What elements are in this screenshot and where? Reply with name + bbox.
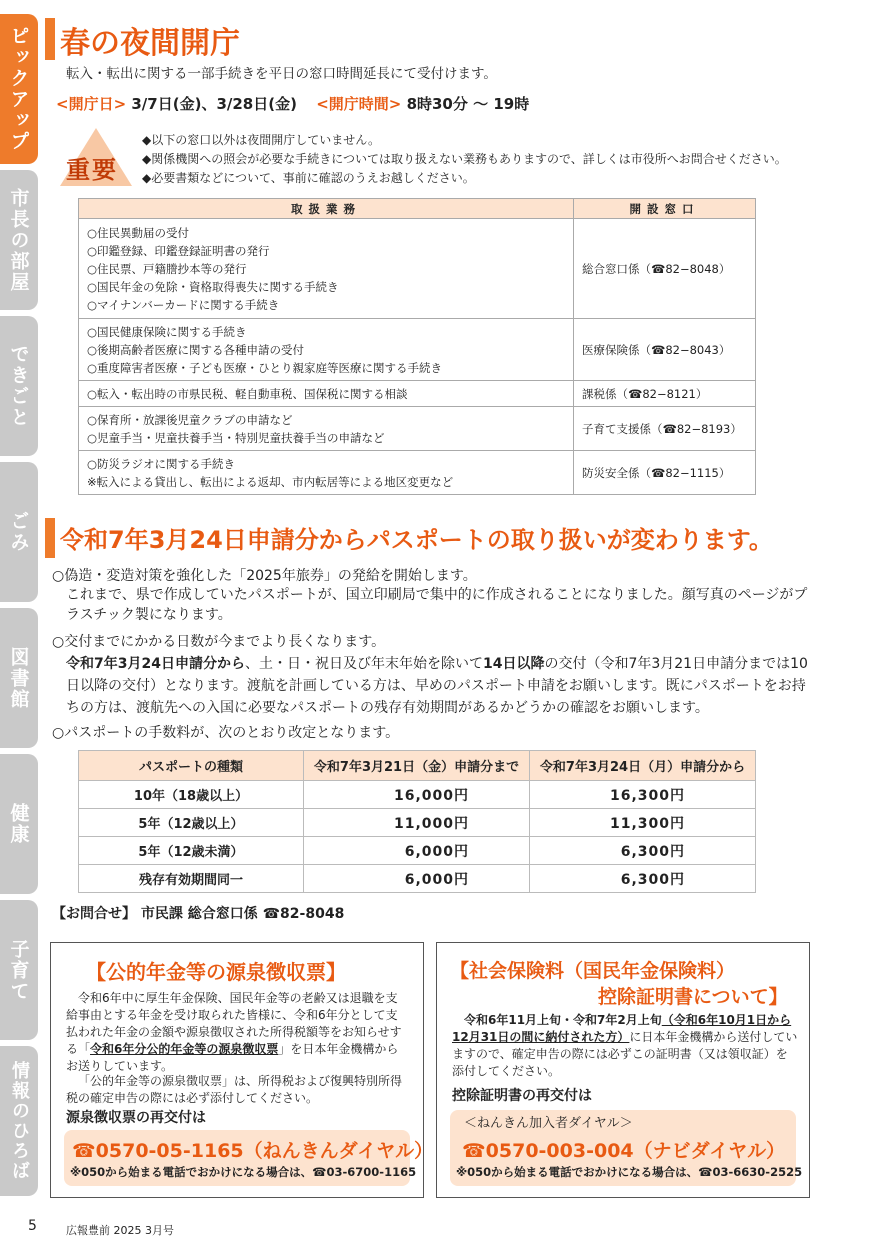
night-note-1: ◆以下の窓口以外は夜間開庁していません。: [142, 133, 380, 147]
table-row: ○防災ラジオに関する手続き ※転入による貸出し、転出による返却、市内転居等による地区変更など 防災安全係（☎82−1115）: [79, 451, 756, 495]
night-title: 春の夜間開庁: [60, 26, 240, 61]
table-row: 5年（12歳以上） 11,000円 11,300円: [79, 809, 756, 837]
night-note-3: ◆必要書類などについて、事前に確認のうえお越しください。: [142, 171, 475, 185]
side-tab-health[interactable]: 健康: [0, 754, 38, 894]
table-row: ○保育所・放課後児童クラブの申請など ○児童手当・児童扶養手当・特別児童扶養手当の申請など 子育て支援係（☎82−8193）: [79, 407, 756, 451]
section-bar: [45, 18, 55, 60]
important-label: 重要: [66, 156, 118, 184]
section-bar: [45, 518, 55, 558]
table-row: ○住民異動届の受付 ○印鑑登録、印鑑登録証明書の発行 ○住民票、戸籍謄抄本等の発行 ○国民年金の免除・資格取得喪失に関する手続き ○マイナンバーカードに関する手続き 総合窓口係（☎82−8048）: [79, 219, 756, 319]
table-header-office: 開設窓口: [574, 199, 756, 219]
table-header-tasks: 取扱業務: [79, 199, 574, 219]
table-row: ○転入・転出時の市県民税、軽自動車税、国保税に関する相談 課税係（☎82−8121）: [79, 381, 756, 407]
right-box-title-2: 控除証明書について】: [598, 986, 788, 1008]
passport-p1: ○偽造・変造対策を強化した「2025年旅券」の発給を開始します。: [52, 568, 477, 584]
page-number: 5: [28, 1218, 37, 1234]
passport-fee-table: パスポートの種類 令和7年3月21日（金）申請分まで 令和7年3月24日（月）申請分から 10年（18歳以上） 16,000円 16,300円 5年（12歳以上） 11,000円 11,300円 5年（12歳未満） 6,000円 6,300円 残存有効期間同一 6,000円 6,300円: [78, 750, 756, 893]
left-box-title: 【公的年金等の源泉徴収票】: [86, 960, 346, 984]
side-tab-events[interactable]: できごと: [0, 316, 38, 456]
left-reissue: 源泉徴収票の再交付は: [66, 1110, 206, 1126]
right-reissue: 控除証明書の再交付は: [452, 1088, 592, 1104]
left-alt-phone: ※050から始まる電話でおかけになる場合は、☎03-6700-1165: [70, 1165, 417, 1179]
side-tab-pickup[interactable]: ピックアップ: [0, 14, 38, 164]
night-schedule: <開庁日> 3/7日(金)、3/28日(金) <開庁時間> 8時30分 〜 19時: [56, 95, 530, 113]
nenkin-dial-phone[interactable]: ☎0570-05-1165（ねんきんダイヤル）: [72, 1140, 434, 1162]
table-row: 5年（12歳未満） 6,000円 6,300円: [79, 837, 756, 865]
side-tab-garbage[interactable]: ごみ: [0, 462, 38, 602]
passport-p3: ○パスポートの手数料が、次のとおり改定となります。: [52, 725, 400, 741]
night-note-2: ◆関係機関への照会が必要な手続きについては取り扱えない業務もありますので、詳しくは市役所へお問合せください。: [142, 152, 787, 166]
passport-title: 令和7年3月24日申請分からパスポートの取り扱いが変わります。: [60, 526, 773, 554]
left-box-body2: 「公的年金等の源泉徴収票」は、所得税および復興特別所得税の確定申告の際には必ず添付してください。: [66, 1074, 403, 1105]
passport-p2: ○交付までにかかる日数が今までより長くなります。: [52, 634, 386, 650]
right-box-title-1: 【社会保険料（国民年金保険料）: [450, 960, 736, 982]
passport-p1a: これまで、県で作成していたパスポートが、国立印刷局で集中的に作成されることになりました。顔写真のページがプラスチック製になります。: [66, 587, 808, 623]
side-tab-info[interactable]: 情報のひろば: [0, 1046, 38, 1196]
night-office-table: [78, 198, 756, 495]
table-row: 残存有効期間同一 6,000円 6,300円: [79, 865, 756, 893]
table-row: ○国民健康保険に関する手続き ○後期高齢者医療に関する各種申請の受付 ○重度障害者医療・子ども医療・ひとり親家庭等医療に関する手続き 医療保険係（☎82−8043）: [79, 319, 756, 381]
right-dial-name: ＜ねんきん加入者ダイヤル＞: [464, 1116, 633, 1131]
side-tab-childcare[interactable]: 子育て: [0, 900, 38, 1040]
left-box-body: 令和6年中に厚生年金保険、国民年金等の老齢又は退職を支給事由とする年金を受け取られた皆様に、令和6年分として支払われた年金の金額や源泉徴収された所得税額等をお知らせする「令和6年分公的年金等の源泉徴収票」を日本年金機構からお送りしています。: [66, 991, 402, 1073]
publication-name: 広報豊前 2025 3月号: [66, 1224, 174, 1237]
side-tab-mayor[interactable]: 市長の部屋: [0, 170, 38, 310]
table-row: 10年（18歳以上） 16,000円 16,300円: [79, 781, 756, 809]
right-box-body: 令和6年11月上旬・令和7年2月上旬（令和6年10月1日から12月31日の間に納付された方）に日本年金機構から送付していますので、確定申告の際には必ずこの証明書（又は領収証）を添付してください。: [452, 1013, 798, 1078]
night-intro: 転入・転出に関する一部手続きを平日の窓口時間延長にて受付けます。: [66, 66, 497, 82]
passport-p2a: 令和7年3月24日申請分から、土・日・祝日及び年末年始を除いて14日以降の交付（令和7年3月21日申請分までは10日以降の交付）となります。渡航を計画している方は、早めのパスポート申請をお願いします。既にパスポートをお持ちの方は、渡航先への入国に必要なパスポートの残存有効期間があるかどうかの確認をお願いします。: [66, 656, 808, 716]
navi-dial-phone[interactable]: ☎0570-003-004（ナビダイヤル）: [462, 1140, 786, 1162]
side-tab-library[interactable]: 図書館: [0, 608, 38, 748]
right-alt-phone: ※050から始まる電話でおかけになる場合は、☎03-6630-2525: [456, 1165, 803, 1179]
passport-contact: 【お問合せ】 市民課 総合窓口係 ☎82-8048: [52, 906, 345, 922]
